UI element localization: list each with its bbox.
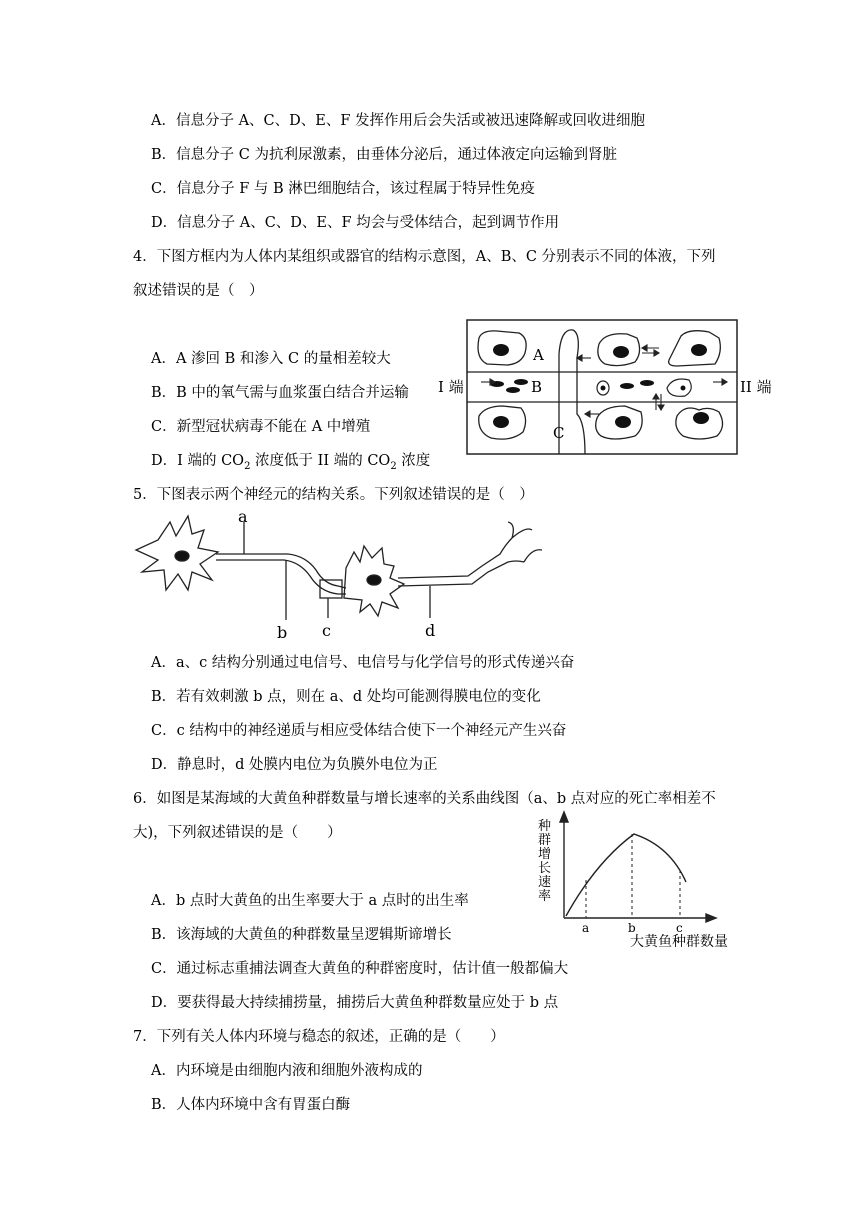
q4-option-d — [151, 451, 430, 477]
neuron-label-d: d — [425, 621, 436, 640]
q7-stem: 7．下列有关人体内环境与稳态的叙述，正确的是（ ） — [133, 1029, 505, 1045]
growth-ylabel — [538, 819, 551, 904]
neuron-label-c: c — [322, 621, 331, 640]
q4-option-d-prefix: D．I 端的 CO — [151, 453, 245, 469]
q4-option-d-suffix: 浓度 — [396, 453, 431, 469]
q4-stem-line2: 叙述错误的是（ ） — [133, 283, 264, 299]
growth-rate-chart — [534, 810, 734, 958]
q7-option-a: A．内环境是由细胞内液和细胞外液构成的 — [151, 1063, 423, 1079]
q3-option-a: A．信息分子 A、C、D、E、F 发挥作用后会失活或被迅速降解或回收进细胞 — [151, 113, 646, 129]
q4-option-a: A．A 渗回 B 和渗入 C 的量相差较大 — [151, 351, 391, 367]
tissue-end-right: II 端 — [740, 378, 772, 396]
tissue-end-left: I 端 — [438, 378, 464, 396]
growth-ylabel-char: 率 — [538, 889, 552, 904]
tissue-label-b: B — [531, 378, 543, 396]
q4-option-b: B．B 中的氧气需与血浆蛋白结合并运输 — [151, 385, 409, 401]
q4-option-d-mid: 浓度低于 II 端的 CO — [250, 453, 391, 469]
tissue-label-a: A — [533, 346, 544, 364]
tick-b: b — [628, 921, 636, 935]
co2-subscript-1: 2 — [244, 460, 251, 472]
q5-stem: 5．下图表示两个神经元的结构关系。下列叙述错误的是（ ） — [133, 487, 534, 503]
q4-option-c: C．新型冠状病毒不能在 A 中增殖 — [151, 419, 371, 435]
growth-ylabel-char: 长 — [538, 861, 552, 876]
growth-ylabel-char: 增 — [538, 847, 552, 862]
q6-stem-line1: 6．如图是某海域的大黄鱼种群数量与增长速率的关系曲线图（a、b 点对应的死亡率相差不 — [133, 791, 716, 807]
tissue-diagram — [437, 318, 777, 458]
q3-option-c: C．信息分子 F 与 B 淋巴细胞结合，该过程属于特异性免疫 — [151, 181, 535, 197]
q4-stem-line1: 4．下图方框内为人体内某组织或器官的结构示意图，A、B、C 分别表示不同的体液，下列 — [133, 249, 716, 265]
tick-a: a — [582, 921, 590, 935]
neuron-label-a: a — [238, 508, 248, 526]
neuron-label-b: b — [277, 623, 288, 642]
q5-option-b: B．若有效刺激 b 点，则在 a、d 处均可能测得膜电位的变化 — [151, 689, 541, 705]
q6-option-d: D．要获得最大持续捕捞量，捕捞后大黄鱼种群数量应处于 b 点 — [151, 995, 559, 1011]
co2-subscript-2: 2 — [390, 460, 397, 472]
q6-option-c: C．通过标志重捕法调查大黄鱼的种群密度时，估计值一般都偏大 — [151, 961, 569, 977]
q6-stem-line2: 大)，下列叙述错误的是（ ） — [133, 825, 342, 841]
q7-option-b: B．人体内环境中含有胃蛋白酶 — [151, 1097, 351, 1113]
growth-xlabel: 大黄鱼种群数量 — [630, 934, 728, 950]
tissue-label-c: C — [553, 424, 565, 442]
q3-option-d: D．信息分子 A、C、D、E、F 均会与受体结合，起到调节作用 — [151, 215, 560, 231]
growth-ylabel-char: 群 — [538, 833, 552, 848]
q5-option-d: D．静息时，d 处膜内电位为负膜外电位为正 — [151, 757, 438, 773]
q6-option-b: B．该海域的大黄鱼的种群数量呈逻辑斯谛增长 — [151, 927, 452, 943]
q6-option-a: A．b 点时大黄鱼的出生率要大于 a 点时的出生率 — [151, 893, 469, 909]
growth-ylabel-char: 种 — [538, 819, 552, 834]
q5-option-c: C．c 结构中的神经递质与相应受体结合使下一个神经元产生兴奋 — [151, 723, 567, 739]
growth-ylabel-char: 速 — [538, 875, 552, 890]
neuron-diagram — [128, 508, 558, 644]
tick-c: c — [676, 921, 683, 935]
q5-option-a: A．a、c 结构分别通过电信号、电信号与化学信号的形式传递兴奋 — [151, 655, 575, 671]
q3-option-b: B．信息分子 C 为抗利尿激素，由垂体分泌后，通过体液定向运输到肾脏 — [151, 147, 617, 163]
